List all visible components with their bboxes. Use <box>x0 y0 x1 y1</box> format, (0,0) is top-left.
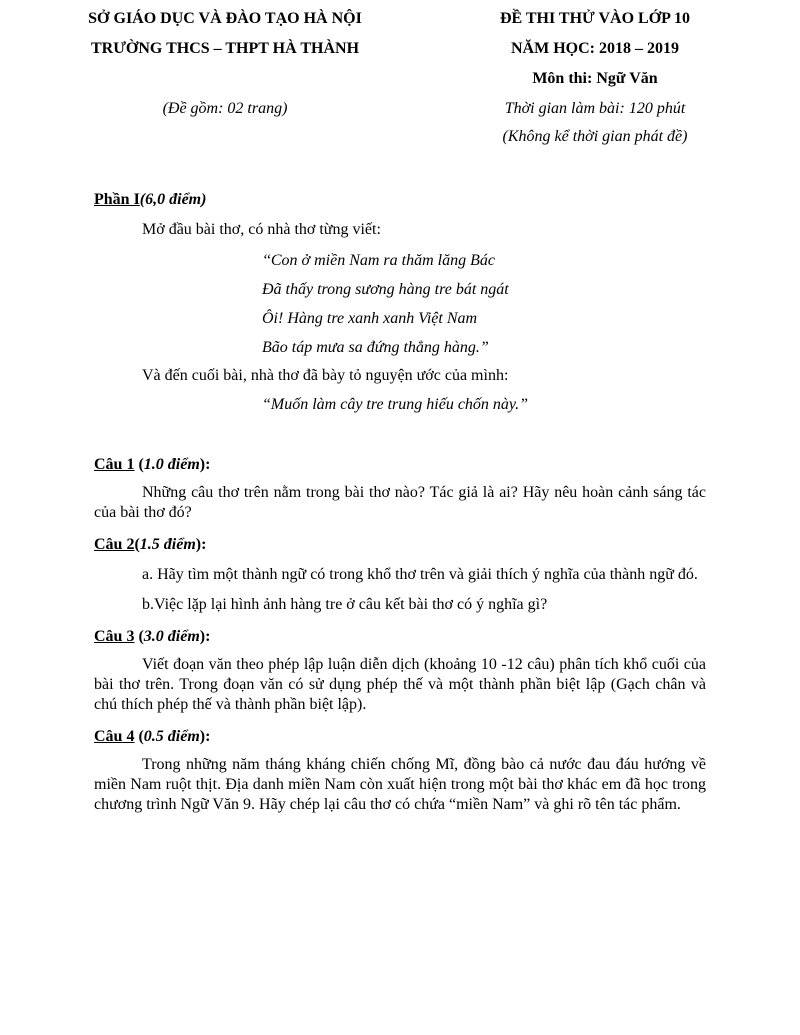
exam-title: ĐỀ THI THỬ VÀO LỚP 10 <box>499 10 691 27</box>
question-3-text: Viết đoạn văn theo phép lập luận diễn dịch (khoảng 10 -12 câu) phân tích khổ cuối của bài thơ trên. Trong đoạn văn có sử dụng phép thế và một thành phần biệt lập (Gạch chân và chú thích phép thế và thành phần biệt lập). <box>94 656 706 713</box>
exam-content <box>94 190 706 815</box>
school-name: TRƯỜNG THCS – THPT HÀ THÀNH <box>90 40 360 57</box>
header-left <box>60 8 390 60</box>
question-1-heading: Câu 1 (1.0 điểm): <box>94 456 211 473</box>
question-4-heading: Câu 4 (0.5 điểm): <box>94 728 211 745</box>
part1-intro: Mở đầu bài thơ, có nhà thơ từng viết: <box>142 221 381 238</box>
question-4-text: Trong những năm tháng kháng chiến chống Mĩ, đồng bào cả nước đau đáu hướng về miền Nam ruột thịt. Địa danh miền Nam còn xuất hiện trong một bài thơ khác em đã học trong chương trình Ngữ Văn 9. Hãy chép lại câu thơ có chứa “miền Nam” và ghi rõ tên tác phẩm. <box>94 756 706 813</box>
time-note: (Không kể thời gian phát đề) <box>502 128 688 145</box>
school-year: NĂM HỌC: 2018 – 2019 <box>511 40 679 57</box>
question-points: 3.0 điểm <box>143 628 200 645</box>
part1-points: (6,0 điểm) <box>139 191 207 208</box>
part1-heading <box>94 190 706 210</box>
question-label: Câu 3 <box>94 628 135 645</box>
part1-title: Phần I <box>94 191 140 208</box>
part1-outro: Và đến cuối bài, nhà thơ đã bày tỏ nguyện ước của mình: <box>142 367 509 384</box>
final-poem-line: “Muốn làm cây tre trung hiếu chốn này.” <box>262 396 529 413</box>
subject: Môn thi: Ngữ Văn <box>532 70 658 87</box>
question-2-heading: Câu 2(1.5 điểm): <box>94 536 207 553</box>
question-points: 1.5 điểm <box>139 536 196 553</box>
page-count-text: (Đề gồm: 02 trang) <box>162 100 288 117</box>
poem-line: Đã thấy trong sương hàng tre bát ngát <box>262 281 509 298</box>
poem-line: ‘‘Con ở miền Nam ra thăm lăng Bác <box>262 252 495 269</box>
poem-block <box>262 246 706 362</box>
question-label: Câu 2 <box>94 536 135 553</box>
page-count-note <box>60 98 390 120</box>
question-label: Câu 4 <box>94 728 135 745</box>
question-3-heading: Câu 3 (3.0 điểm): <box>94 628 211 645</box>
question-points: 1.0 điểm <box>143 456 200 473</box>
question-2b-text: b.Việc lặp lại hình ảnh hàng tre ở câu kết bài thơ có ý nghĩa gì? <box>142 596 548 613</box>
question-label: Câu 1 <box>94 456 135 473</box>
department-name: SỞ GIÁO DỤC VÀ ĐÀO TẠO HÀ NỘI <box>88 10 362 27</box>
poem-line: Ôi! Hàng tre xanh xanh Việt Nam <box>262 310 478 327</box>
question-points: 0.5 điểm <box>143 728 200 745</box>
poem-line: Bão táp mưa sa đứng thẳng hàng.” <box>262 339 489 356</box>
question-1-text: Những câu thơ trên nằm trong bài thơ nào? Tác giả là ai? Hãy nêu hoàn cảnh sáng tác của bài thơ đó? <box>94 484 706 521</box>
question-2a-text: a. Hãy tìm một thành ngữ có trong khổ thơ trên và giải thích ý nghĩa của thành ngữ đó. <box>142 566 698 583</box>
header-right <box>440 8 750 148</box>
time-limit: Thời gian làm bài: 120 phút <box>504 100 686 117</box>
